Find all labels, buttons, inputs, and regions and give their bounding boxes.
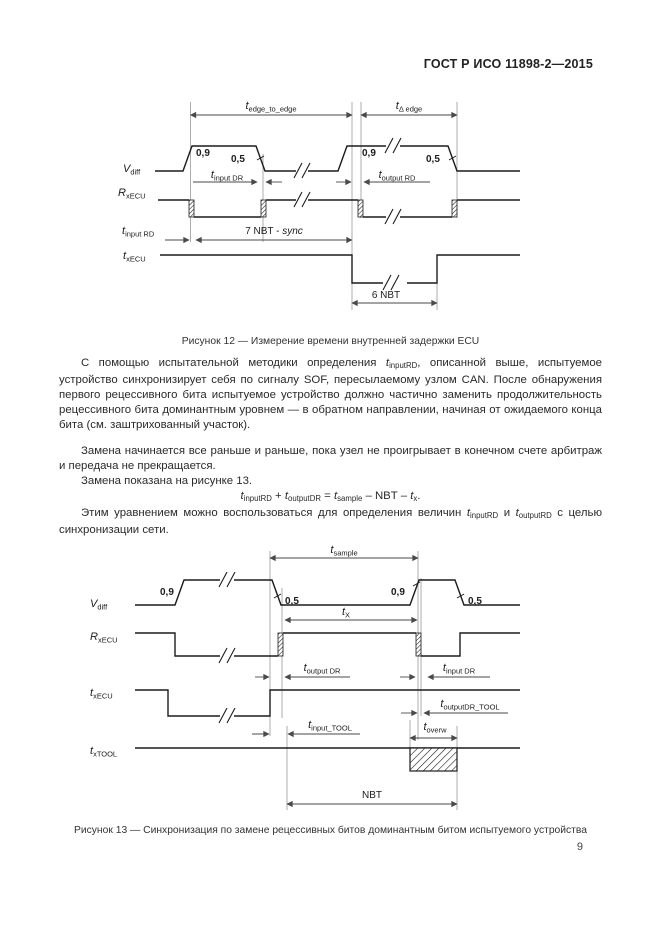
t-outputdr-tool-label: toutputDR_TOOL — [440, 698, 500, 712]
page-number: 9 — [576, 841, 583, 853]
vdiff-break-marks — [294, 138, 401, 178]
t-x-label: tX — [341, 606, 351, 620]
vdiff-signal-label: Vdiff — [90, 598, 108, 612]
threshold-09-label: 0,9 — [160, 587, 174, 598]
t-sample-label: tsample — [330, 544, 358, 558]
vdiff-signal-label: Vdiff — [123, 163, 141, 177]
paragraph: Замена показана на рисунке 13. — [81, 475, 253, 487]
standard-code-header: ГОСТ Р ИСО 11898-2—2015 — [423, 57, 593, 71]
txecu-signal-label: txECU — [123, 250, 146, 264]
figure-12-caption: Рисунок 12 — Измерение времени внутренней задержки ECU — [181, 336, 480, 347]
equation: tinputRD + toutputDR = tsample – NBT – tx. — [240, 490, 421, 503]
body-text — [59, 356, 602, 538]
t-edge-to-edge-label: tedge_to_edge — [245, 100, 297, 114]
vdiff-break-marks — [219, 572, 235, 587]
rxecu-waveform — [135, 633, 520, 656]
t-input-rd-label: tinput RD — [122, 225, 155, 239]
reference-lines — [191, 102, 458, 310]
threshold-09-label: 0,9 — [196, 148, 210, 159]
txecu-signal-label: txECU — [90, 687, 113, 701]
txecu-break-marks — [219, 708, 235, 723]
threshold-05-label: 0,5 — [285, 596, 299, 607]
rxecu-signal-label: RxECU — [90, 631, 118, 645]
rxecu-uncertainty-bars — [278, 633, 421, 656]
t-delta-edge-label: tΔ edge — [395, 100, 423, 114]
paragraph: Этим уравнением можно воспользоваться для определения величин tinputRD и toutputRD с целью синхронизации сети. — [59, 507, 602, 536]
paragraph: Замена начинается все раньше и раньше, пока узел не проигрывает в конечном счете арбитраж и передача не прекращается. — [59, 445, 602, 472]
txecu-break-marks — [383, 275, 399, 290]
rxecu-waveform — [158, 200, 520, 217]
txtool-signal-label: txTOOL — [90, 745, 118, 759]
threshold-09-label: 0,9 — [362, 148, 376, 159]
rxecu-break-marks — [219, 648, 235, 663]
rxecu-uncertainty-bars — [189, 200, 457, 217]
t-input-dr-label: tinput DR — [442, 662, 476, 676]
figure-13-timing-diagram — [85, 543, 527, 815]
threshold-05-label: 0,5 — [426, 154, 440, 165]
figure-13-caption: Рисунок 13 — Синхронизация по замене рецессивных битов доминантным битом испытуемого устройства — [74, 825, 587, 836]
txecu-waveform — [160, 255, 520, 283]
figure-12-timing-diagram — [90, 92, 535, 318]
threshold-09-label: 0,9 — [391, 587, 405, 598]
overwrite-hatched-region — [410, 748, 457, 771]
rxecu-break-marks — [294, 192, 401, 224]
t-input-dr-label: tinput DR — [210, 169, 244, 183]
vdiff-waveform — [135, 580, 520, 605]
six-nbt-label: 6 NBT — [371, 290, 401, 301]
seven-nbt-sync-label: 7 NBT - sync — [245, 226, 303, 237]
nbt-label: NBT — [362, 790, 382, 801]
threshold-05-label: 0,5 — [231, 154, 245, 165]
t-input-tool-label: tinput_TOOL — [308, 719, 352, 733]
t-overw-label: toverw — [423, 721, 447, 735]
t-output-rd-label: toutput RD — [378, 169, 416, 183]
threshold-05-label: 0,5 — [468, 596, 482, 607]
rxecu-signal-label: RxECU — [118, 187, 146, 201]
paragraph: С помощью испытательной методики определения tinputRD, описанной выше, испытуемое устройство синхронизирует себя по сигналу SOF, пересылаемому узлом CAN. После обнаружения первого рецессивного бита испытуемое устройство должно частично заменить продолжительность рецессивного бита доминантным уровнем — в обратном направлении, начиная от ожидаемого конца бита (см. заштрихованный участок). — [59, 357, 602, 431]
t-output-dr-label: toutput DR — [303, 662, 341, 676]
